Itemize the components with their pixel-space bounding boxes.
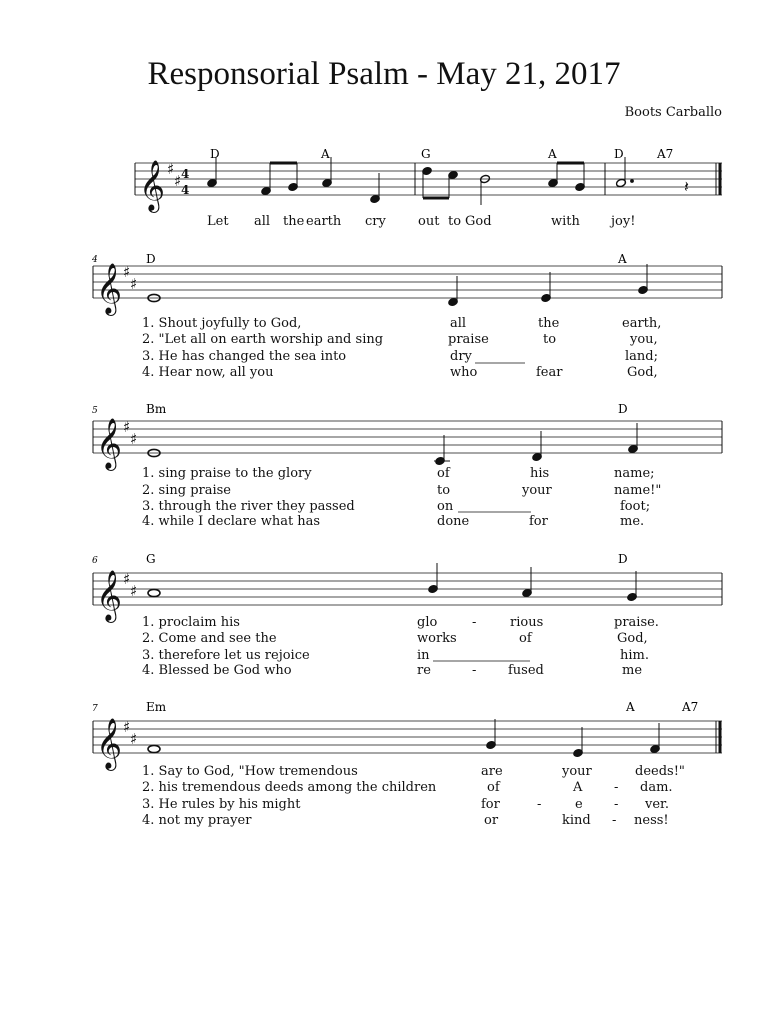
sharp-icon: ♯ bbox=[123, 718, 131, 736]
refrain-chord: G bbox=[421, 147, 431, 161]
sharp-icon: ♯ bbox=[130, 582, 138, 600]
chord: Em bbox=[146, 700, 167, 714]
verse-text: land; bbox=[625, 349, 658, 364]
treble-clef-icon: 𝄞 bbox=[139, 160, 166, 211]
verse-text: for bbox=[481, 797, 500, 812]
verse-text: the bbox=[538, 316, 560, 331]
refrain-chord: A bbox=[548, 147, 557, 161]
sharp-icon: ♯ bbox=[123, 263, 131, 281]
measure-number: 5 bbox=[92, 406, 98, 416]
quarter-rest-icon: 𝄽 bbox=[684, 177, 689, 196]
verse-text: 4. not my prayer bbox=[142, 813, 252, 828]
verse-text: praise. bbox=[614, 615, 659, 630]
verse-text: kind bbox=[562, 813, 591, 828]
treble-clef-icon: 𝄞 bbox=[96, 263, 123, 314]
verse-text: 2. sing praise bbox=[142, 483, 232, 498]
refrain-chord: A bbox=[321, 147, 330, 161]
verse-text: who bbox=[450, 365, 478, 380]
verse-text: to bbox=[437, 483, 451, 498]
verse-text: 4. Blessed be God who bbox=[142, 663, 292, 678]
verse-text: earth, bbox=[622, 316, 662, 331]
verse-text: 3. He has changed the sea into bbox=[142, 349, 347, 364]
sharp-icon: ♯ bbox=[123, 418, 131, 436]
verse-text: for bbox=[529, 514, 548, 529]
chord: D bbox=[618, 552, 628, 566]
verse-text: - bbox=[472, 615, 477, 630]
verse-text: - bbox=[612, 813, 617, 828]
verse-text: e bbox=[575, 797, 583, 812]
chord: A bbox=[618, 252, 627, 266]
refrain-lyric: earth bbox=[306, 214, 342, 229]
verse-text: - bbox=[472, 663, 477, 678]
chord: D bbox=[618, 402, 628, 416]
verse-text: rious bbox=[510, 615, 544, 630]
sharp-icon: ♯ bbox=[123, 570, 131, 588]
refrain-lyric: the bbox=[283, 214, 305, 229]
sharp-c-icon: ♯ bbox=[174, 172, 182, 190]
page-title: Responsorial Psalm - May 21, 2017 bbox=[147, 56, 621, 92]
verse-text: 2. Come and see the bbox=[142, 631, 277, 646]
verse-text: God, bbox=[627, 365, 658, 380]
refrain-lyric: Let bbox=[207, 214, 229, 229]
verse-text: of bbox=[487, 780, 500, 795]
verse-text: are bbox=[481, 764, 503, 779]
verse-text: 1. proclaim his bbox=[142, 615, 240, 630]
verse-text: of bbox=[437, 466, 450, 481]
chord: Bm bbox=[146, 402, 167, 416]
verse-text: 2. "Let all on earth worship and sing bbox=[142, 332, 384, 347]
refrain-lyric: God bbox=[465, 214, 492, 229]
verse-text: 2. his tremendous deeds among the children bbox=[142, 780, 437, 795]
verse-text: his bbox=[530, 466, 550, 481]
treble-clef-icon: 𝄞 bbox=[96, 718, 123, 769]
verse-text: foot; bbox=[620, 499, 651, 514]
time-sig-top: 4 bbox=[181, 167, 190, 181]
verse-text: praise bbox=[448, 332, 489, 347]
verse-text: - bbox=[614, 797, 619, 812]
verse-text: dam. bbox=[640, 780, 673, 795]
verse-text: all bbox=[450, 316, 467, 331]
time-sig-bottom: 4 bbox=[181, 183, 190, 197]
verse-text: me bbox=[622, 663, 643, 678]
verse-text: done bbox=[437, 514, 470, 529]
verse-text: 1. sing praise to the glory bbox=[142, 466, 312, 481]
verse-text: 4. while I declare what has bbox=[142, 514, 321, 529]
sharp-icon: ♯ bbox=[130, 730, 138, 748]
treble-clef-icon: 𝄞 bbox=[96, 418, 123, 469]
verse-text: ver. bbox=[645, 797, 669, 812]
refrain-chord: D bbox=[614, 147, 624, 161]
verse-text: God, bbox=[617, 631, 648, 646]
refrain-lyric: all bbox=[254, 214, 271, 229]
verse-text: ness! bbox=[634, 813, 669, 828]
verse-text: glo bbox=[417, 615, 438, 630]
verse-text: 1. Shout joyfully to God, bbox=[142, 316, 302, 331]
chord: A7 bbox=[682, 700, 699, 714]
verse-text: you, bbox=[630, 332, 658, 347]
treble-clef-icon: 𝄞 bbox=[96, 570, 123, 621]
refrain-lyric: with bbox=[551, 214, 580, 229]
verse-text: in bbox=[417, 648, 430, 663]
measure-number: 7 bbox=[92, 704, 98, 714]
verse-text: 1. Say to God, "How tremendous bbox=[142, 764, 358, 779]
refrain-lyric: cry bbox=[365, 214, 386, 229]
verse-text: fear bbox=[536, 365, 563, 380]
verse-text: your bbox=[562, 764, 592, 779]
sharp-icon: ♯ bbox=[130, 275, 138, 293]
verse-text: 3. therefore let us rejoice bbox=[142, 648, 310, 663]
verse-text: name; bbox=[614, 466, 655, 481]
verse-text: on bbox=[437, 499, 454, 514]
refrain-lyric: to bbox=[448, 214, 462, 229]
verse-text: dry bbox=[450, 349, 472, 364]
refrain-chord: A7 bbox=[657, 147, 674, 161]
chord: G bbox=[146, 552, 156, 566]
verse-text: name!" bbox=[614, 483, 662, 498]
refrain-lyric: out bbox=[418, 214, 440, 229]
sharp-icon: ♯ bbox=[130, 430, 138, 448]
refrain-lyric: joy! bbox=[611, 214, 636, 229]
verse-text: me. bbox=[620, 514, 645, 529]
refrain-notes bbox=[207, 157, 634, 205]
measure-number: 4 bbox=[92, 255, 98, 265]
verse-text: fused bbox=[508, 663, 544, 678]
sharp-f-icon: ♯ bbox=[167, 160, 175, 178]
verse-text: deeds!" bbox=[635, 764, 685, 779]
verse-text: to bbox=[543, 332, 557, 347]
measure-number: 6 bbox=[92, 556, 98, 566]
verse-text: your bbox=[522, 483, 552, 498]
chord: A bbox=[626, 700, 635, 714]
verse-text: - bbox=[614, 780, 619, 795]
refrain-chord: D bbox=[210, 147, 220, 161]
verse-text: him. bbox=[620, 648, 649, 663]
composer-credit: Boots Carballo bbox=[624, 105, 722, 120]
verse-text: of bbox=[519, 631, 532, 646]
verse-text: A bbox=[573, 780, 583, 795]
verse-text: or bbox=[484, 813, 499, 828]
verse-text: 3. He rules by his might bbox=[142, 797, 301, 812]
verse-text: re bbox=[417, 663, 431, 678]
verse-text: works bbox=[417, 631, 457, 646]
verse-text: 4. Hear now, all you bbox=[142, 365, 274, 380]
verse-text: - bbox=[537, 797, 542, 812]
verse-text: 3. through the river they passed bbox=[142, 499, 355, 514]
chord: D bbox=[146, 252, 156, 266]
